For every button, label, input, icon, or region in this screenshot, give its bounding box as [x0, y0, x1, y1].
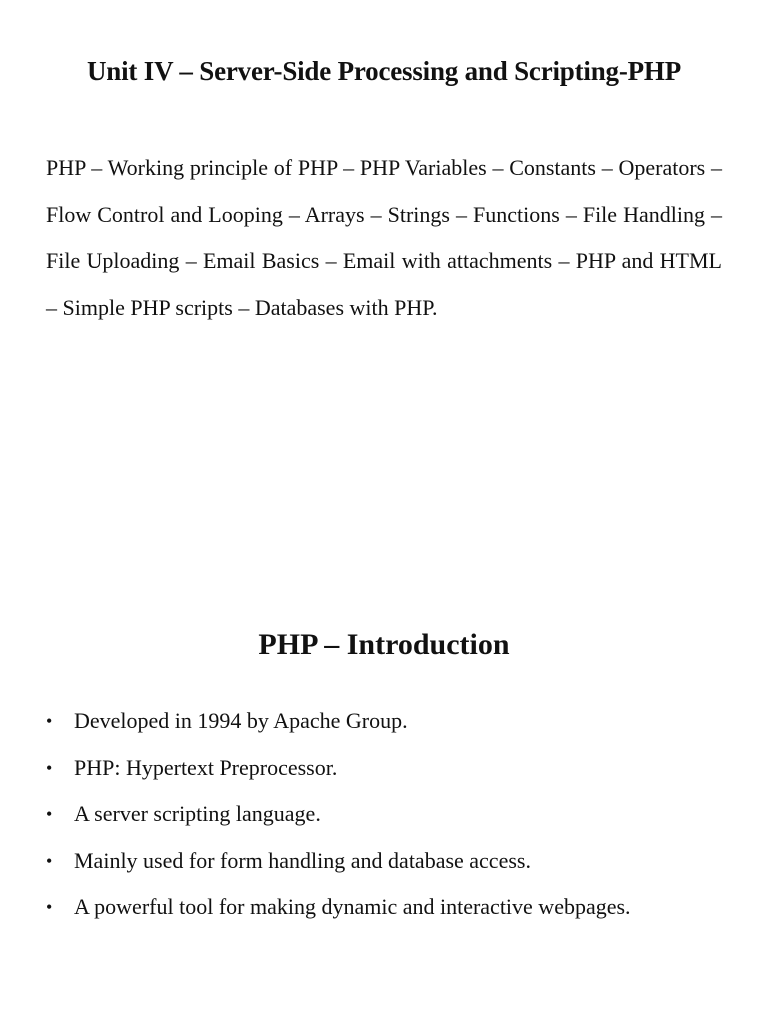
list-item-text: Developed in 1994 by Apache Group. — [74, 708, 408, 733]
bullet-icon: • — [46, 804, 53, 824]
list-item — [46, 698, 722, 745]
bullet-icon: • — [46, 757, 53, 778]
list-item — [46, 791, 722, 838]
list-item — [46, 745, 722, 792]
list-item-text: PHP: Hypertext Preprocessor. — [74, 754, 338, 780]
section-title-php-introduction: PHP – Introduction — [258, 628, 510, 661]
list-item-text: A powerful tool for making dynamic and interactive webpages. — [74, 894, 631, 919]
list-item-text: Mainly used for form handling and database access. — [74, 847, 531, 873]
syllabus-paragraph: PHP – Working principle of PHP – PHP Variables – Constants – Operators – Flow Control and Looping – Arrays – Strings – Functions – File Handling – File Uploading – Email Basics – Email with attachments – PHP and HTML – Simple PHP scripts – Databases with PHP. — [46, 155, 722, 320]
unit-title: Unit IV – Server-Side Processing and Scripting-PHP — [87, 56, 681, 86]
bullet-icon: • — [46, 897, 53, 917]
list-item — [46, 838, 722, 885]
introduction-bullet-list — [46, 698, 722, 931]
bullet-icon: • — [46, 711, 53, 731]
list-item — [46, 884, 722, 931]
list-item-text: A server scripting language. — [74, 801, 321, 826]
bullet-icon: • — [46, 850, 53, 871]
